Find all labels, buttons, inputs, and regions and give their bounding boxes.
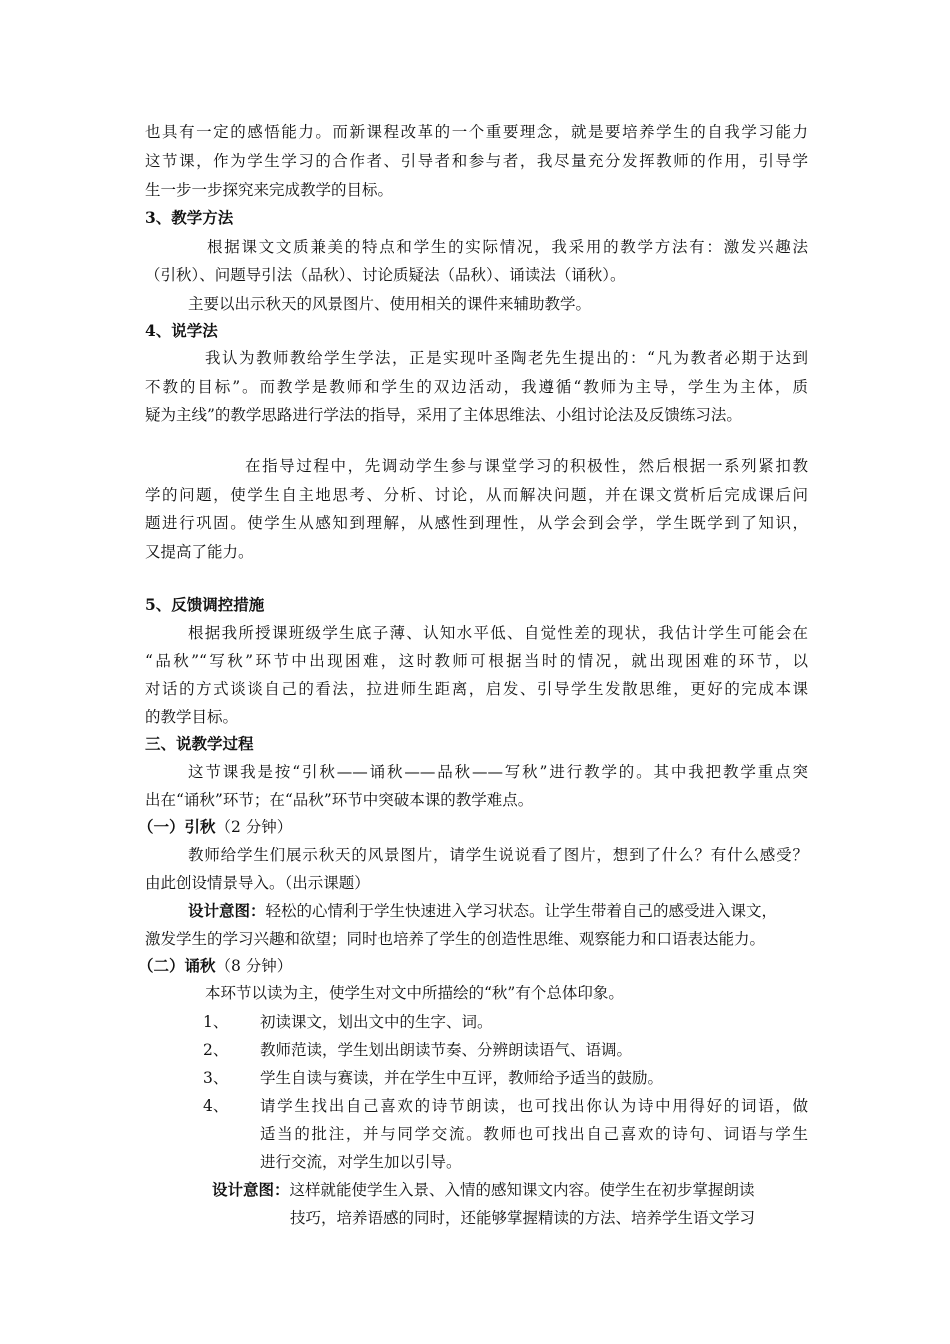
- process-line-1: 这节课我是按“引秋——诵秋——品秋——写秋”进行教学的。其中我把教学重点突: [188, 763, 808, 781]
- songqiu-intro-line: 本环节以读为主，使学生对文中所描绘的“秋”有个总体印象。: [205, 984, 624, 1002]
- study-line-3: 疑为主线”的教学思路进行学法的指导，采用了主体思维法、小组讨论法及反馈练习法。: [145, 406, 742, 424]
- step-4-number: 4、: [203, 1097, 229, 1115]
- yinqiu-line-1: 教师给学生们展示秋天的风景图片，请学生说说看了图片，想到了什么？有什么感受？: [188, 846, 808, 864]
- step-3-number: 3、: [203, 1069, 229, 1087]
- method-aids-line: 主要以出示秋天的风景图片、使用相关的课件来辅助教学。: [188, 295, 592, 313]
- step-4-line-3: 进行交流，对学生加以引导。: [260, 1153, 462, 1171]
- intro-line-2: 这节课，作为学生学习的合作者、引导者和参与者，我尽量充分发挥教师的作用，引导学: [145, 152, 808, 170]
- section-yinqiu-heading: [138, 817, 292, 837]
- step-3-text: 学生自读与赛读，并在学生中互评，教师给予适当的鼓励。: [260, 1069, 664, 1087]
- yinqiu-line-2: 由此创设情景导入。（出示课题）: [145, 874, 370, 892]
- study-line-2: 不教的目标”。而教学是教师和学生的双边活动，我遵循“教师为主导，学生为主体，质: [145, 378, 808, 396]
- section-songqiu-time: （8 分钟）: [215, 957, 293, 975]
- heading-study-method: 4、说学法: [145, 321, 218, 340]
- feedback-line-3: 对话的方式谈谈自己的看法，拉进师生距离，启发、引导学生发散思维，更好的完成本课: [145, 680, 808, 698]
- design-intent-1-line-2: 激发学生的学习兴趣和欲望；同时也培养了学生的创造性思维、观察能力和口语表达能力。: [145, 930, 766, 948]
- section-songqiu-heading: [138, 956, 292, 976]
- intro-line-3: 生一步一步探究来完成教学的目标。: [145, 181, 394, 199]
- step-2-number: 2、: [203, 1041, 229, 1059]
- guide-line-3: 题进行巩固。使学生从感知到理解，从感性到理性，从学会到会学，学生既学到了知识，: [145, 514, 808, 532]
- design-intent-1-label: 设计意图：: [188, 901, 266, 920]
- design-intent-1-line-1: [188, 901, 777, 921]
- design-intent-1-text: 轻松的心情利于学生快速进入学习状态。让学生带着自己的感受进入课文，: [265, 902, 778, 920]
- design-intent-2-line-2: 技巧，培养语感的同时，还能够掌握精读的方法、培养学生语文学习: [290, 1209, 756, 1227]
- guide-line-2: 学的问题，使学生自主地思考、分析、讨论，从而解决问题，并在课文赏析后完成课后问: [145, 486, 808, 504]
- step-1-number: 1、: [203, 1013, 229, 1031]
- study-line-1: 我认为教师教给学生学法，正是实现叶圣陶老先生提出的：“凡为教者必期于达到: [205, 349, 808, 367]
- section-yinqiu-time: （2 分钟）: [215, 818, 293, 836]
- design-intent-2-label: 设计意图：: [212, 1180, 290, 1199]
- heading-teaching-process: 三、说教学过程: [145, 734, 254, 753]
- heading-teaching-method: 3、教学方法: [145, 208, 234, 227]
- heading-feedback: 5、反馈调控措施: [145, 595, 265, 614]
- feedback-line-2: “品秋”“写秋”环节中出现困难，这时教师可根据当时的情况，就出现困难的环节，以: [145, 652, 808, 670]
- guide-line-4: 又提高了能力。: [145, 543, 254, 561]
- process-line-2: 出在“诵秋”环节；在“品秋”环节中突破本课的教学难点。: [145, 791, 534, 809]
- method-line-2: （引秋）、问题导引法（品秋）、讨论质疑法（品秋）、诵读法（诵秋）。: [145, 266, 626, 284]
- design-intent-2-line-1: [212, 1180, 755, 1200]
- feedback-line-4: 的教学目标。: [145, 708, 239, 726]
- step-4-line-1: 请学生找出自己喜欢的诗节朗读，也可找出你认为诗中用得好的词语，做: [260, 1097, 808, 1115]
- section-yinqiu-label: （一）引秋: [138, 817, 216, 836]
- step-2-text: 教师范读，学生划出朗读节奏、分辨朗读语气、语调。: [260, 1041, 633, 1059]
- step-4-line-2: 适当的批注，并与同学交流。教师也可找出自己喜欢的诗句、词语与学生: [260, 1125, 808, 1143]
- step-1-text: 初读课文，划出文中的生字、词。: [260, 1013, 493, 1031]
- intro-line-1: 也具有一定的感悟能力。而新课程改革的一个重要理念，就是要培养学生的自我学习能力: [145, 123, 808, 141]
- method-line-1: 根据课文文质兼美的特点和学生的实际情况，我采用的教学方法有：激发兴趣法: [207, 238, 808, 256]
- section-songqiu-label: （二）诵秋: [138, 956, 216, 975]
- design-intent-2-text: 这样就能使学生入景、入情的感知课文内容。使学生在初步掌握朗读: [289, 1181, 755, 1199]
- feedback-line-1: 根据我所授课班级学生底子薄、认知水平低、自觉性差的现状，我估计学生可能会在: [188, 624, 808, 642]
- guide-line-1: 在指导过程中，先调动学生参与课堂学习的积极性，然后根据一系列紧扣教: [245, 457, 808, 475]
